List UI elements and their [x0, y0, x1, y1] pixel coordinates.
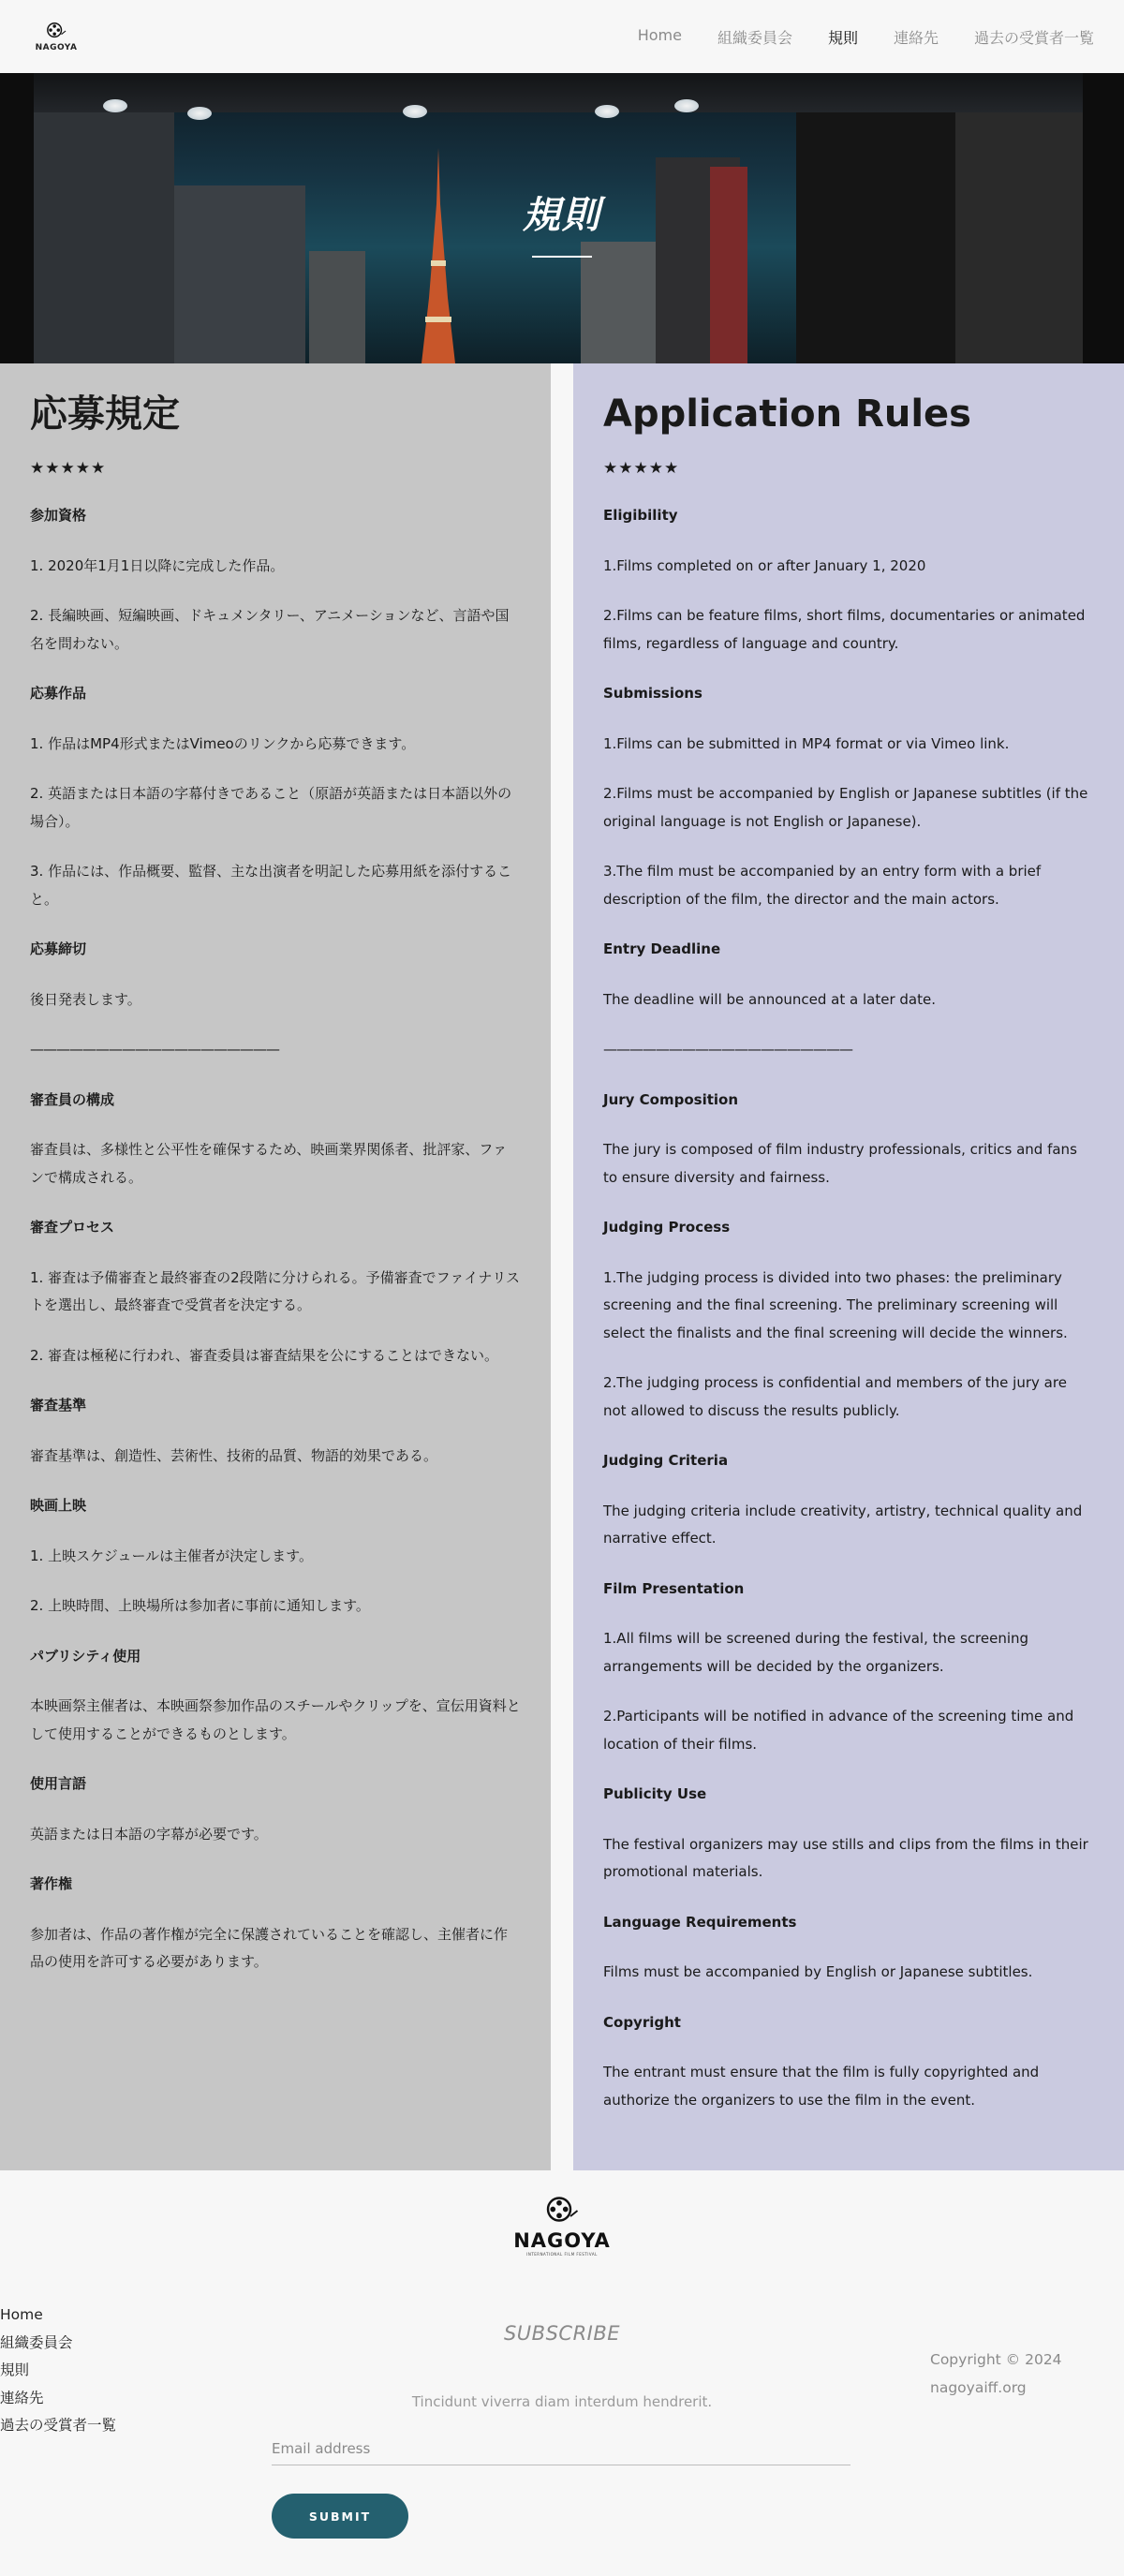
rule-text: 後日発表します。 [30, 990, 141, 1008]
rule-text: 1.Films can be submitted in MP4 format or via Vimeo link. [603, 734, 1010, 752]
japanese-rules-column [0, 363, 551, 2170]
rule-text: 2. 上映時間、上映場所は参加者に事前に通知します。 [30, 1597, 370, 1614]
rule-text: The entrant must ensure that the film is fully copyrighted and authorize the organizers to use the film in the event. [603, 2064, 1040, 2109]
nav-contact[interactable]: 連絡先 [893, 28, 939, 47]
english-rules-column [573, 363, 1124, 2170]
nav-rules[interactable]: 規則 [827, 28, 858, 47]
star-rating: ★★★★★ [603, 459, 680, 478]
rule-text: 2.Films can be feature films, short films, documentaries or animated films, regardless of language and country. [603, 607, 1086, 652]
footer-logo-text: NAGOYA [513, 2228, 611, 2252]
footer-link-home[interactable]: Home [0, 2306, 43, 2323]
english-rules-title: Application Rules [603, 392, 971, 436]
rule-heading: Eligibility [603, 507, 678, 524]
subscribe-title: SUBSCRIBE [503, 2322, 621, 2345]
rule-heading: Copyright [603, 2013, 681, 2031]
japanese-rules-title: 応募規定 [30, 392, 180, 436]
nav-past-winners[interactable]: 過去の受賞者一覧 [973, 28, 1094, 47]
rule-heading: 審査基準 [30, 1397, 87, 1414]
main-nav [638, 26, 1094, 48]
footer-link-past-winners[interactable]: 過去の受賞者一覧 [0, 2417, 117, 2434]
rule-heading: 審査プロセス [30, 1219, 115, 1236]
rule-heading: 著作権 [30, 1875, 73, 1892]
section-separator: ——————————————————— [30, 1041, 279, 1058]
rule-text: 2.Films must be accompanied by English or Japanese subtitles (if the original language is not English or Japanese). [603, 785, 1088, 830]
rule-text: 2. 英語または日本語の字幕付きであること（原語が英語または日本語以外の場合）。 [30, 785, 512, 830]
rule-text: The jury is composed of film industry professionals, critics and fans to ensure diversity and fairness. [603, 1141, 1077, 1186]
rule-text: 2. 審査は極秘に行われ、審査委員は審査結果を公にすることはできない。 [30, 1346, 498, 1364]
rule-text: 本映画祭主催者は、本映画祭参加作品のスチールやクリップを、宣伝用資料として使用することができるものとします。 [30, 1697, 521, 1742]
footer-logo[interactable] [496, 2187, 628, 2262]
rule-heading: 応募締切 [30, 940, 87, 957]
rule-heading: 応募作品 [30, 685, 87, 702]
site-footer [0, 2170, 1124, 2576]
nav-committee[interactable]: 組織委員会 [717, 28, 792, 47]
rule-text: The deadline will be announced at a later date. [603, 990, 936, 1008]
email-field[interactable] [272, 2433, 850, 2465]
rule-text: 1.The judging process is divided into two phases: the preliminary screening and the final screening. The preliminary screening will select the finalists and the final screening will decide the winners. [603, 1268, 1068, 1341]
rule-heading: パブリシティ使用 [30, 1647, 141, 1665]
copyright-text: Copyright © 2024 [930, 2351, 1062, 2368]
footer-link-rules[interactable]: 規則 [0, 2361, 30, 2378]
rule-text: 1. 審査は予備審査と最終審査の2段階に分けられる。予備審査でファイナリストを選出し、最終審査で受賞者を決定する。 [30, 1268, 521, 1313]
title-underline [532, 256, 592, 258]
rule-text: 英語または日本語の字幕が必要です。 [30, 1825, 268, 1843]
rule-text: 1. 上映スケジュールは主催者が決定します。 [30, 1547, 313, 1564]
japanese-rules-list [30, 502, 521, 1976]
rule-text: 1.Films completed on or after January 1, 2020 [603, 556, 926, 574]
rule-text: 3. 作品には、作品概要、監督、主な出演者を明記した応募用紙を添付すること。 [30, 863, 512, 908]
footer-logo-subtitle: INTERNATIONAL FILM FESTIVAL [526, 2251, 598, 2257]
rule-text: 参加者は、作品の著作権が完全に保護されていることを確認し、主催者に作品の使用を許可する必要があります。 [30, 1925, 509, 1970]
logo-text: NAGOYA [35, 43, 78, 52]
rule-heading: 映画上映 [30, 1497, 87, 1514]
english-rules-list [603, 502, 1094, 2114]
hero-banner [0, 73, 1124, 363]
rule-text: 1. 作品はMP4形式またはVimeoのリンクから応募できます。 [30, 734, 416, 752]
rule-text: 1. 2020年1月1日以降に完成した作品。 [30, 556, 285, 574]
rule-heading: Jury Composition [603, 1090, 739, 1108]
rule-heading: Film Presentation [603, 1579, 745, 1597]
rule-text: Films must be accompanied by English or Japanese subtitles. [603, 1963, 1033, 1980]
site-domain: nagoyaiff.org [930, 2378, 1027, 2396]
subscribe-description: Tincidunt viverra diam interdum hendrerit. [411, 2393, 713, 2410]
footer-link-committee[interactable]: 組織委員会 [0, 2333, 73, 2351]
rule-heading: 使用言語 [30, 1775, 87, 1792]
nav-home[interactable]: Home [637, 25, 682, 44]
rule-text: 審査基準は、創造性、芸術性、技術的品質、物語的効果である。 [30, 1446, 438, 1464]
rule-text: 2.The judging process is confidential and members of the jury are not allowed to discuss the results publicly. [603, 1374, 1067, 1419]
rule-text: The festival organizers may use stills and clips from the films in their promotional materials. [603, 1835, 1088, 1880]
rule-heading: Language Requirements [603, 1913, 797, 1931]
rules-section [0, 363, 1124, 2170]
rule-heading: Publicity Use [603, 1785, 707, 1802]
rule-text: 2. 長編映画、短編映画、ドキュメンタリー、アニメーションなど、言語や国名を問わない。 [30, 607, 510, 652]
section-separator: ——————————————————— [603, 1041, 852, 1058]
film-reel-icon [545, 2194, 579, 2228]
site-header [0, 0, 1124, 73]
rule-text: 3.The film must be accompanied by an entry form with a brief description of the film, the director and the main actors. [603, 863, 1042, 908]
rule-heading: 参加資格 [30, 507, 87, 524]
rule-heading: Submissions [603, 685, 702, 702]
page-title: 規則 [523, 194, 601, 237]
rule-text: The judging criteria include creativity, artistry, technical quality and narrative effect. [603, 1502, 1083, 1547]
footer-link-contact[interactable]: 連絡先 [0, 2389, 44, 2406]
rule-heading: 審査員の構成 [30, 1090, 115, 1108]
site-logo[interactable] [30, 10, 82, 63]
rule-text: 2.Participants will be notified in advance of the screening time and location of their films. [603, 1708, 1074, 1753]
rule-text: 1.All films will be screened during the festival, the screening arrangements will be decided by the organizers. [603, 1630, 1029, 1675]
rule-text: 審査員は、多様性と公平性を確保するため、映画業界関係者、批評家、ファンで構成される。 [30, 1141, 508, 1186]
film-reel-icon [46, 21, 67, 41]
rule-heading: Judging Criteria [603, 1452, 729, 1469]
rule-heading: Judging Process [603, 1219, 731, 1236]
rule-heading: Entry Deadline [603, 940, 721, 957]
copyright-block [930, 2347, 1062, 2402]
submit-button[interactable]: SUBMIT [272, 2494, 408, 2539]
star-rating: ★★★★★ [30, 459, 107, 478]
